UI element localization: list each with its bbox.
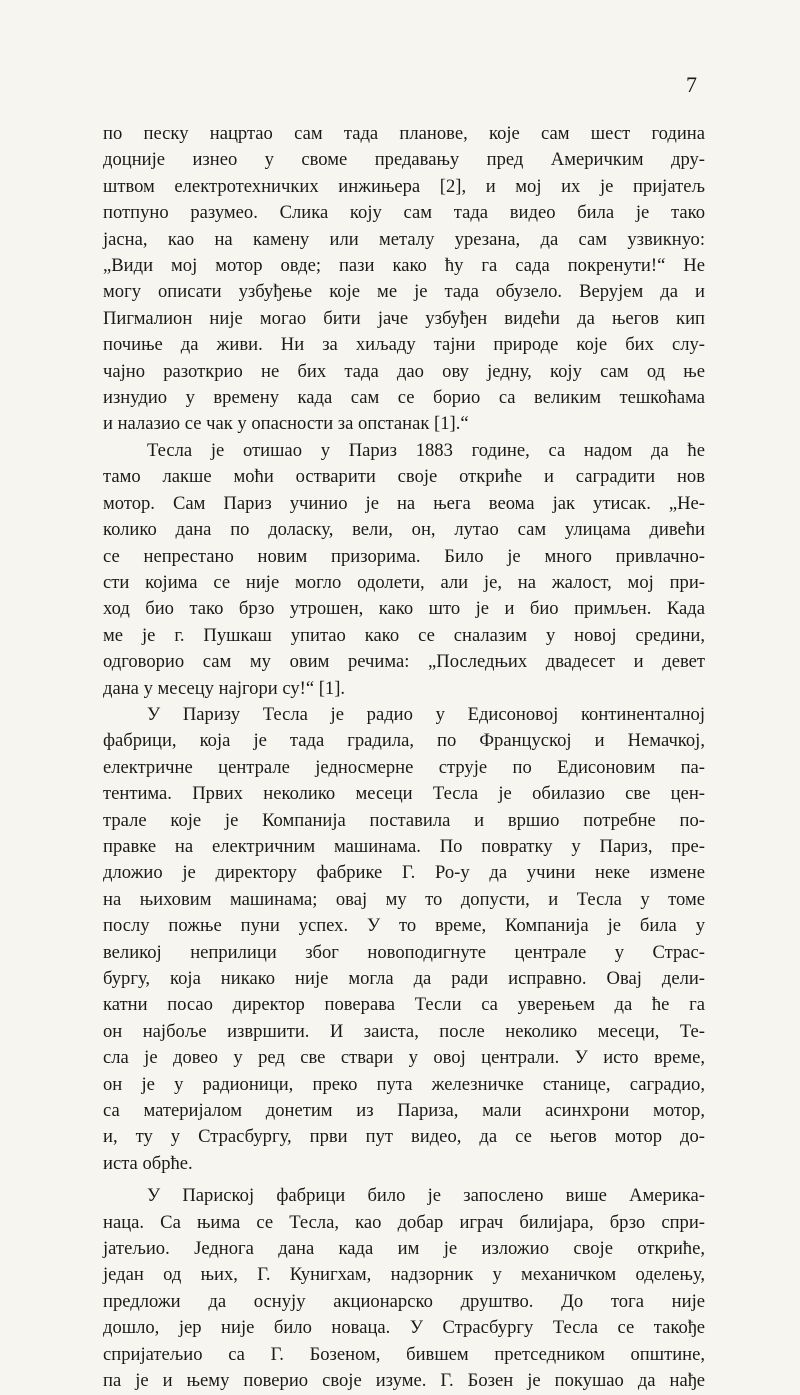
text-line: послу пожње пуни успех. У то време, Компанија је била у xyxy=(103,915,705,937)
paragraph-1 xyxy=(103,121,705,438)
paragraph-4 xyxy=(103,1183,705,1394)
text-line: ход био тако брзо утрошен, како што је и био примљен. Када xyxy=(103,598,705,620)
text-line: доцније изнео у своме предавању пред Америчким дру- xyxy=(103,149,705,171)
text-line: па је и њему поверио своје изуме. Г. Бозен је покушао да нађе xyxy=(103,1370,705,1392)
paragraph-3 xyxy=(103,702,705,1177)
text-line: правке на електричним машинама. По повратку у Париз, пре- xyxy=(103,835,705,857)
text-line: колико дана по доласку, вели, он, лутао сам улицама дивећи xyxy=(103,519,705,541)
text-line: дошло, јер није било новаца. У Страсбургу Тесла се такође xyxy=(103,1317,705,1339)
text-line: ме је г. Пушкаш упитао како се сналазим у новој средини, xyxy=(103,624,705,646)
text-line: бургу, која никако није могла да ради исправно. Овај дели- xyxy=(103,968,705,989)
text-line: могу описати узбуђење које ме је тада обузело. Верујем да и xyxy=(103,281,705,303)
text-line: изнудио у времену када сам се борио са великим тешкоћама xyxy=(103,387,705,409)
text-line: јасна, као на камену или металу урезана, да сам узвикнуо: xyxy=(103,228,705,250)
text-line: трале које је Компанија поставила и вршио потребне по- xyxy=(103,809,705,831)
text-line: сла је довео у ред све ствари у овој централи. У исто време, xyxy=(103,1047,705,1069)
text-line: тентима. Првих неколико месеци Тесла је обилазио све цен- xyxy=(103,783,705,805)
text-line: на њиховим машинама; овај му то допусти, и Тесла у томе xyxy=(103,888,705,910)
text-line: се непрестано новим призорима. Било је много привлачно- xyxy=(103,545,705,567)
text-line: он је у радионици, преко пута железничке станице, саградио, xyxy=(103,1073,705,1095)
text-line: по песку нацртао сам тада планове, које сам шест година xyxy=(103,123,705,144)
text-line: великој неприлици због новоподигнуте централе у Страс- xyxy=(103,941,705,963)
text-line: чајно разоткрио не бих тада дао ову једну, коју сам од ње xyxy=(103,360,705,382)
text-line: У Паризу Тесла је радио у Едисоновој континенталној xyxy=(147,703,705,725)
text-line: штвом електротехничких инжињера [2], и мој их је пријатељ xyxy=(103,175,705,197)
text-line: наца. Са њима се Тесла, као добар играч билијара, брзо спри- xyxy=(103,1211,705,1233)
text-line: дложио је директору фабрике Г. Ро-у да учини неке измене xyxy=(103,862,705,884)
text-line: фабрици, која је тада градила, по Француској и Немачкој, xyxy=(103,730,705,752)
text-line: сти којима се није могло одолети, али је, на жалост, мој при- xyxy=(103,571,705,593)
text-line: и налазио се чак у опасности за опстанак [1].“ xyxy=(103,413,469,435)
page-number: 7 xyxy=(686,72,697,97)
text-line: предложи да оснују акционарско друштво. До тога није xyxy=(103,1290,705,1312)
text-line: са материјалом донетим из Париза, мали асинхрони мотор, xyxy=(103,1100,705,1122)
paragraph-2 xyxy=(103,438,705,702)
text-line: мотор. Сам Париз учинио је на њега веома јак утисак. „Не- xyxy=(103,492,705,514)
text-line: један од њих, Г. Кунигхам, надзорник у механичком оделењу, xyxy=(103,1264,705,1286)
text-line: спријатељио са Г. Бозеном, бившем претседником општине, xyxy=(103,1343,705,1365)
text-line: почиње да живи. Ни за хиљаду тајни природе које бих слу- xyxy=(103,334,705,356)
text-line: иста обрће. xyxy=(103,1152,193,1174)
text-line: одговорио сам му овим речима: „Последњих двадесет и девет xyxy=(103,651,705,673)
text-line: дана у месецу најгори су!“ [1]. xyxy=(103,677,346,699)
text-line: јатељио. Једнога дана када им је изложио своје откриће, xyxy=(103,1238,705,1260)
text-line: „Види мој мотор овде; пази како ћу га сада покренути!“ Не xyxy=(103,255,705,277)
text-line: Пигмалион није могао бити јаче узбуђен видећи да његов кип xyxy=(103,307,705,329)
text-line: У Париској фабрици било је запослено више Америка- xyxy=(147,1185,705,1207)
text-line: он најбоље извршити. И заиста, после неколико месеци, Те- xyxy=(103,1020,705,1042)
text-line: тамо лакше моћи остварити своје откриће и саградити нов xyxy=(103,466,705,488)
text-line: Тесла је отишао у Париз 1883 године, са надом да ће xyxy=(147,439,705,461)
text-line: и, ту у Страсбургу, први пут видео, да се његов мотор до- xyxy=(103,1126,705,1148)
text-line: потпуно разумео. Слика коју сам тада видео била је тако xyxy=(103,202,705,224)
text-body xyxy=(103,121,705,1395)
text-line: електричне централе једносмерне струје по Едисоновим па- xyxy=(103,756,705,778)
text-line: катни посао директор поверава Тесли са уверењем да ће га xyxy=(103,994,705,1016)
